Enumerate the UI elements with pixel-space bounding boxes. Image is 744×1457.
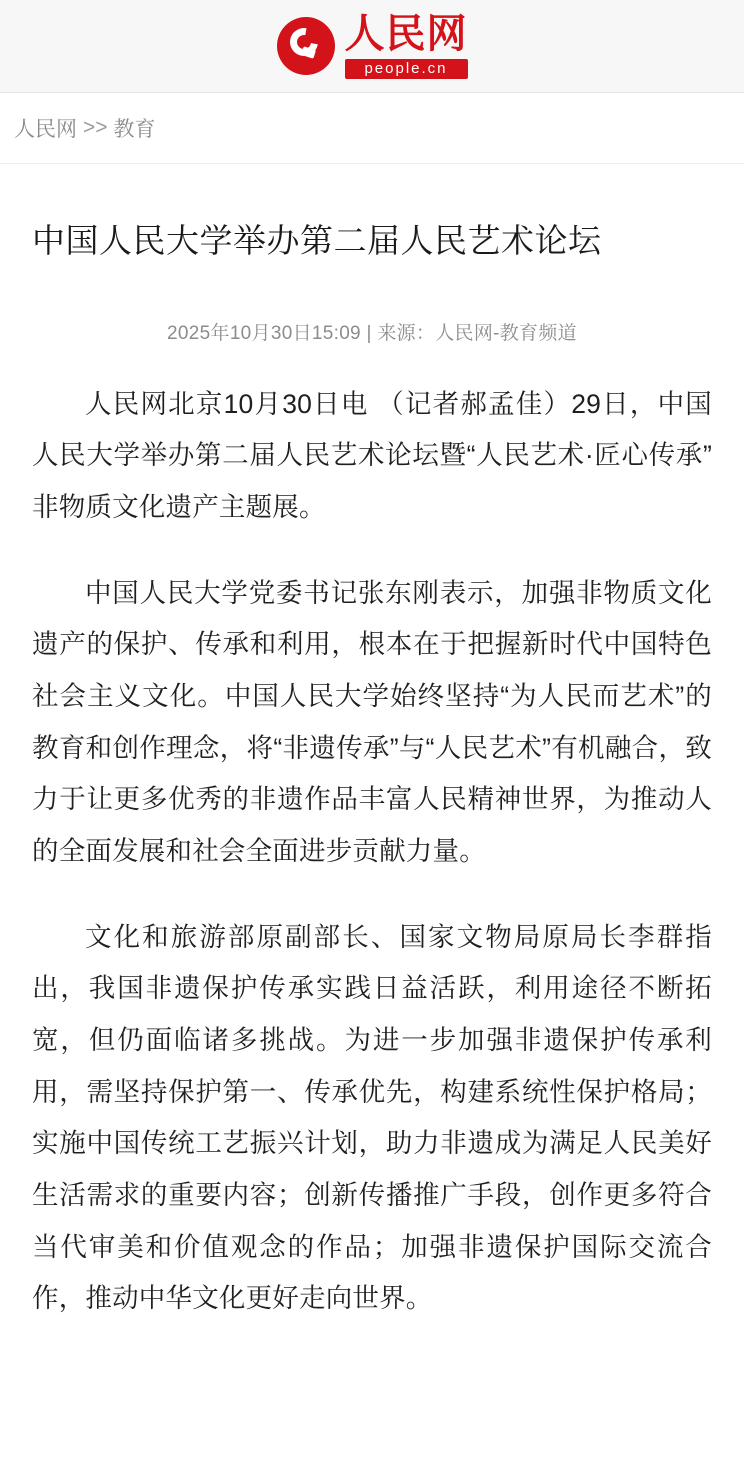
article-body [32,379,712,1325]
logo-title-en: people.cn [345,59,468,79]
breadcrumb-item-home[interactable]: 人民网 [14,118,77,141]
article-meta: 2025年10月30日15:09 | 来源：人民网-教育频道 [167,322,577,344]
breadcrumb [0,93,744,164]
breadcrumb-item-education[interactable]: 教育 [113,118,156,141]
logo-title-cn: 人民网 [344,11,468,56]
article [0,216,744,1325]
site-header [0,0,744,93]
article-paragraph: 中国人民大学党委书记张东刚表示，加强非物质文化遗产的保护、传承和利用，根本在于把握新时代中国特色社会主义文化。中国人民大学始终坚持“为人民而艺术”的教育和创作理念，将“非遗传承”与“人民艺术”有机融合，致力于让更多优秀的非遗作品丰富人民精神世界，为推动人的全面发展和社会全面进步贡献力量。 [32,577,712,866]
breadcrumb-separator: >> [83,116,108,139]
article-paragraph: 人民网北京10月30日电 （记者郝孟佳）29日，中国人民大学举办第二届人民艺术论坛暨“人民艺术·匠心传承”非物质文化遗产主题展。 [32,388,712,522]
people-cn-logo-icon [277,17,335,75]
site-logo[interactable] [277,11,468,79]
page-title: 中国人民大学举办第二届人民艺术论坛 [32,222,602,259]
logo-text [344,11,468,79]
article-paragraph: 文化和旅游部原副部长、国家文物局原局长李群指出，我国非遗保护传承实践日益活跃，利用途径不断拓宽，但仍面临诸多挑战。为进一步加强非遗保护传承利用，需坚持保护第一、传承优先，构建系统性保护格局；实施中国传统工艺振兴计划，助力非遗成为满足人民美好生活需求的重要内容；创新传播推广手段，创作更多符合当代审美和价值观念的作品；加强非遗保护国际交流合作，推动中华文化更好走向世界。 [32,921,712,1314]
